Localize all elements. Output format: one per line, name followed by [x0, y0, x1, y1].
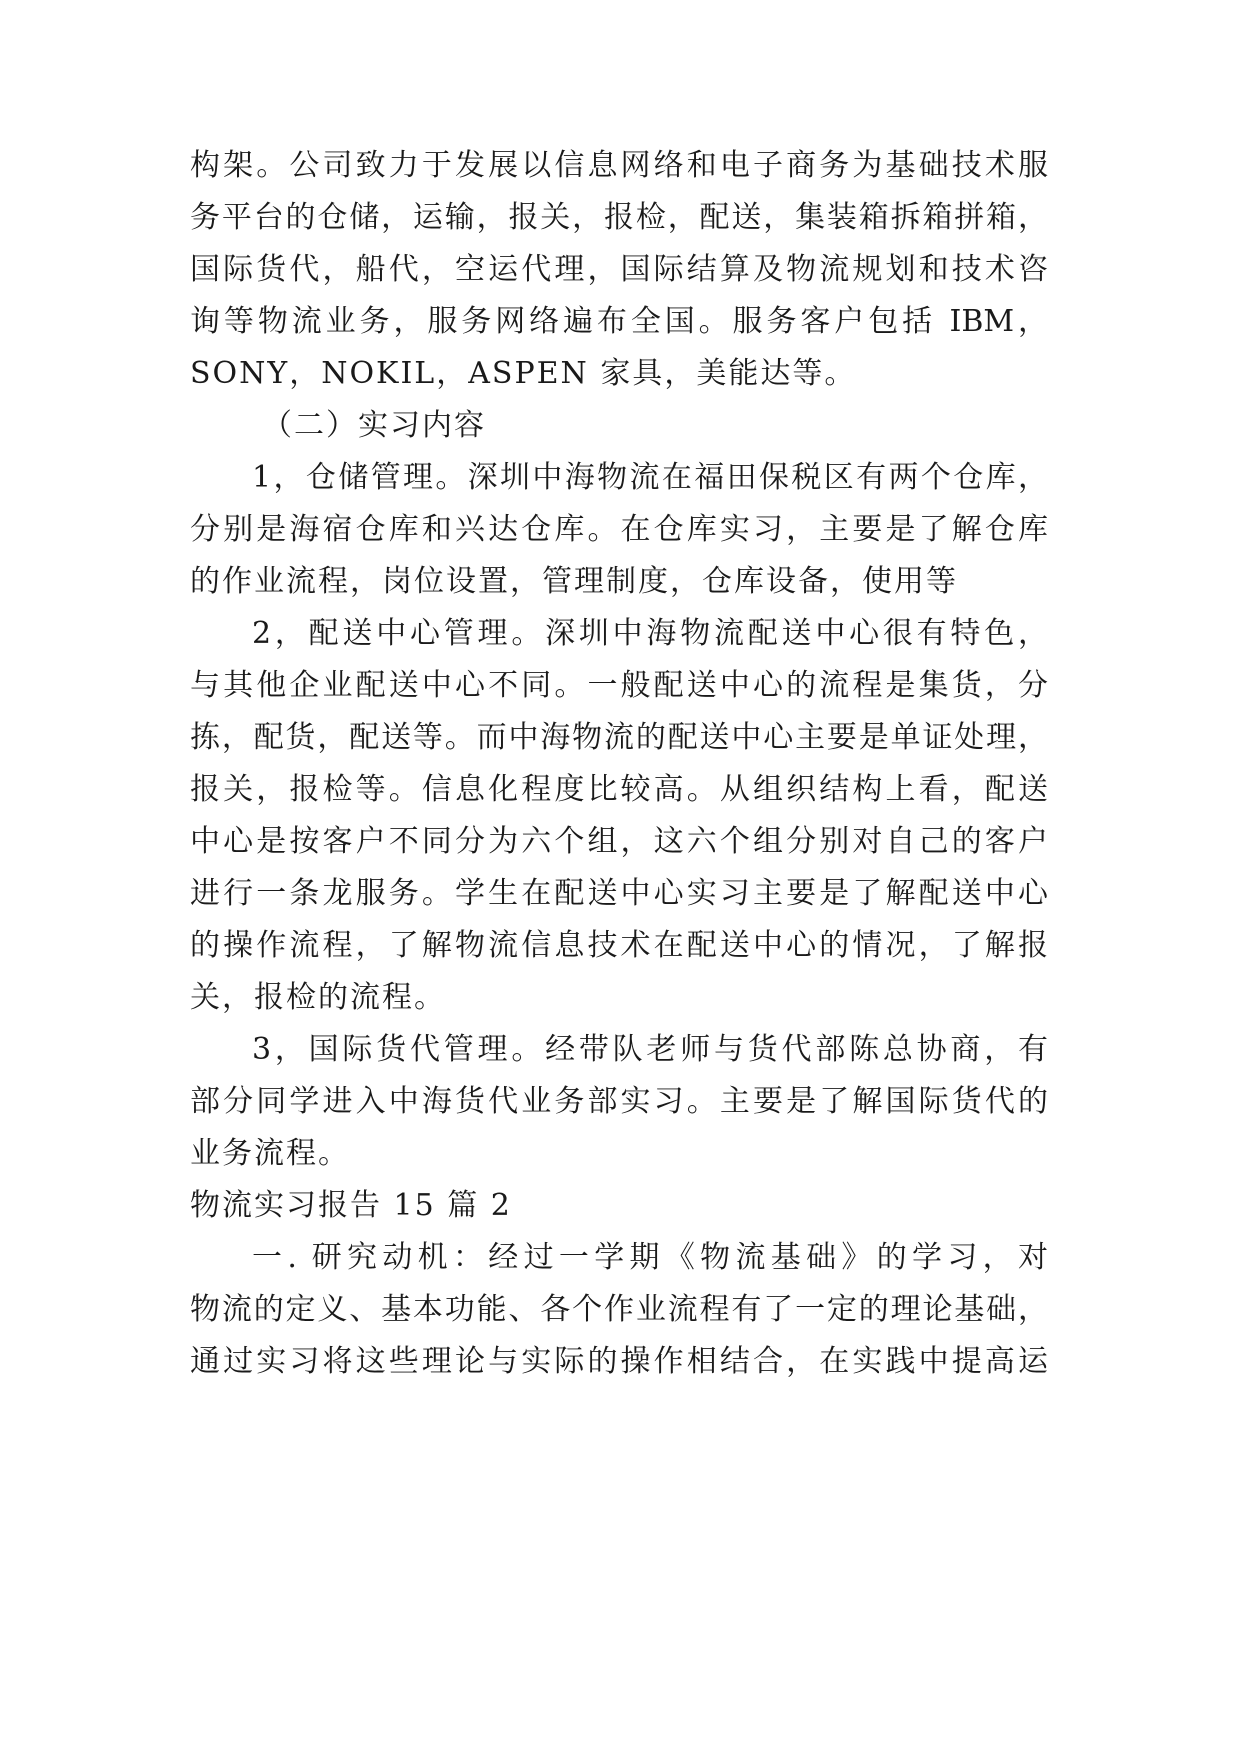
- body-text-line: 的作业流程，岗位设置，管理制度，仓库设备，使用等: [190, 564, 958, 599]
- body-text-line: 构架。公司致力于发展以信息网络和电子商务为基础技术服: [190, 148, 1048, 183]
- body-text-line: 报关，报检等。信息化程度比较高。从组织结构上看，配送: [190, 772, 1048, 807]
- body-text-line: 分别是海宿仓库和兴达仓库。在仓库实习，主要是了解仓库: [190, 512, 1048, 547]
- body-text-line: 通过实习将这些理论与实际的操作相结合，在实践中提高运: [190, 1344, 1048, 1379]
- body-text-line: 1，仓储管理。深圳中海物流在福田保税区有两个仓库，: [252, 460, 1048, 495]
- body-text-line: 2，配送中心管理。深圳中海物流配送中心很有特色，: [252, 616, 1048, 651]
- body-text-line: 中心是按客户不同分为六个组，这六个组分别对自己的客户: [190, 824, 1048, 859]
- body-text-line: 的操作流程，了解物流信息技术在配送中心的情况，了解报: [190, 928, 1048, 963]
- body-text-line: 一. 研究动机：经过一学期《物流基础》的学习，对: [252, 1240, 1048, 1275]
- body-text-line: 进行一条龙服务。学生在配送中心实习主要是了解配送中心: [190, 876, 1048, 911]
- body-text-line: 务平台的仓储，运输，报关，报检，配送，集装箱拆箱拼箱，: [190, 200, 1048, 235]
- body-text-line: 物流的定义、基本功能、各个作业流程有了一定的理论基础，: [190, 1292, 1048, 1327]
- body-text-line: 国际货代，船代，空运代理，国际结算及物流规划和技术咨: [190, 252, 1048, 287]
- article-title: 物流实习报告 15 篇 2: [190, 1188, 512, 1223]
- body-text-line: 业务流程。: [190, 1136, 350, 1171]
- body-text-line: 与其他企业配送中心不同。一般配送中心的流程是集货，分: [190, 668, 1048, 703]
- body-text-line: 询等物流业务，服务网络遍布全国。服务客户包括 IBM，: [190, 304, 1048, 339]
- body-text-line: 3，国际货代管理。经带队老师与货代部陈总协商，有: [252, 1032, 1048, 1067]
- body-text-line: SONY，NOKIL，ASPEN 家具，美能达等。: [190, 356, 857, 391]
- section-heading: （二）实习内容: [262, 408, 486, 443]
- body-text-line: 拣，配货，配送等。而中海物流的配送中心主要是单证处理，: [190, 720, 1048, 755]
- body-text-line: 关，报检的流程。: [190, 980, 446, 1015]
- body-text-line: 部分同学进入中海货代业务部实习。主要是了解国际货代的: [190, 1084, 1048, 1119]
